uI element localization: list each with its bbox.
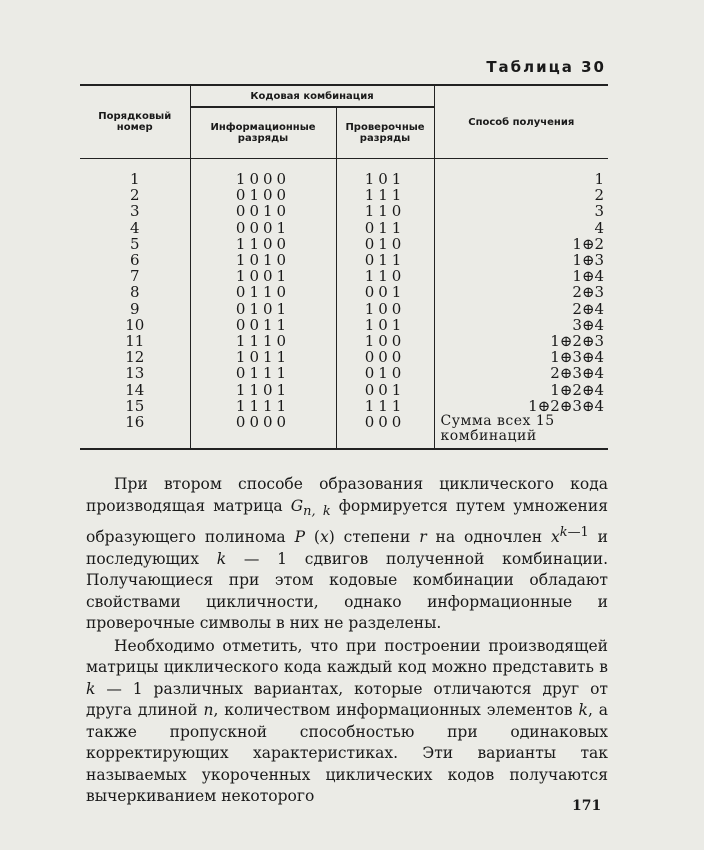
table-row: [80, 252, 608, 268]
info-bits-cell: 0001: [190, 220, 336, 236]
info-bits-cell: 0110: [190, 284, 336, 300]
check-bits-cell: 010: [336, 236, 434, 252]
method-cell: 1⊕2: [434, 236, 608, 252]
method-cell: 1⊕4: [434, 268, 608, 284]
method-cell: 3: [434, 203, 608, 219]
check-bits-cell: 101: [336, 317, 434, 333]
row-number: 9: [80, 301, 190, 317]
info-bits-cell: 0000: [190, 414, 336, 444]
check-bits-cell: 111: [336, 398, 434, 414]
row-number: 16: [80, 414, 190, 444]
method-cell: 1⊕2⊕4: [434, 382, 608, 398]
header-code-group: Кодовая комбинация: [190, 85, 434, 107]
info-bits-cell: 1010: [190, 252, 336, 268]
check-bits-cell: 001: [336, 382, 434, 398]
row-number: 1: [80, 171, 190, 187]
table-row: [80, 220, 608, 236]
row-number: 12: [80, 349, 190, 365]
method-cell: 1⊕3⊕4: [434, 349, 608, 365]
method-cell: 2: [434, 187, 608, 203]
method-cell: 3⊕4: [434, 317, 608, 333]
info-bits-cell: 0111: [190, 365, 336, 381]
method-cell: 2⊕3: [434, 284, 608, 300]
row-number: 10: [80, 317, 190, 333]
info-bits-cell: 0101: [190, 301, 336, 317]
row-number: 6: [80, 252, 190, 268]
row-number: 11: [80, 333, 190, 349]
header-number: Порядковый номер: [80, 85, 190, 159]
table-row: [80, 349, 608, 365]
body-text: [86, 474, 608, 808]
paragraph-2: Необходимо отметить, что при построении производящей матрицы циклического кода каждый код можно представить в k — 1 различных вариантах, которые отличаются друг от друга длиной n, количеством информационных элементов k, а также пропускной способностью при одинаковых корректирующих характеристиках. Эти варианты так называемых укороченных циклических кодов получаются вычеркиванием некоторого: [86, 636, 608, 806]
method-cell: 1: [434, 171, 608, 187]
table-row: [80, 382, 608, 398]
info-bits-cell: 1110: [190, 333, 336, 349]
method-cell: 2⊕3⊕4: [434, 365, 608, 381]
check-bits-cell: 011: [336, 220, 434, 236]
table-row: [80, 301, 608, 317]
table-row: [80, 284, 608, 300]
method-cell: 1⊕3: [434, 252, 608, 268]
table-row: [80, 268, 608, 284]
method-cell: 1⊕2⊕3⊕4: [434, 398, 608, 414]
check-bits-cell: 000: [336, 349, 434, 365]
check-bits-cell: 011: [336, 252, 434, 268]
table-row: [80, 398, 608, 414]
method-cell: 2⊕4: [434, 301, 608, 317]
header-check-bits: Проверочные разряды: [336, 107, 434, 159]
table-row: [80, 171, 608, 187]
table-row: [80, 236, 608, 252]
check-bits-cell: 110: [336, 203, 434, 219]
row-number: 4: [80, 220, 190, 236]
info-bits-cell: 0100: [190, 187, 336, 203]
header-info-bits: Информационные разряды: [190, 107, 336, 159]
table-row: [80, 333, 608, 349]
row-number: 15: [80, 398, 190, 414]
row-number: 2: [80, 187, 190, 203]
code-table: [80, 84, 608, 450]
table-row: [80, 365, 608, 381]
check-bits-cell: 100: [336, 301, 434, 317]
table-row: [80, 187, 608, 203]
info-bits-cell: 1001: [190, 268, 336, 284]
info-bits-cell: 1111: [190, 398, 336, 414]
table-row: [80, 414, 608, 444]
row-number: 3: [80, 203, 190, 219]
check-bits-cell: 000: [336, 414, 434, 444]
row-number: 8: [80, 284, 190, 300]
info-bits-cell: 1100: [190, 236, 336, 252]
info-bits-cell: 1011: [190, 349, 336, 365]
info-bits-cell: 1101: [190, 382, 336, 398]
method-cell: 4: [434, 220, 608, 236]
check-bits-cell: 100: [336, 333, 434, 349]
method-cell: 1⊕2⊕3: [434, 333, 608, 349]
table-body: [80, 159, 608, 450]
row-number: 5: [80, 236, 190, 252]
page-number: 171: [572, 798, 602, 814]
check-bits-cell: 001: [336, 284, 434, 300]
info-bits-cell: 0011: [190, 317, 336, 333]
check-bits-cell: 111: [336, 187, 434, 203]
row-number: 14: [80, 382, 190, 398]
info-bits-cell: 1000: [190, 171, 336, 187]
check-bits-cell: 101: [336, 171, 434, 187]
table-row: [80, 203, 608, 219]
check-bits-cell: 110: [336, 268, 434, 284]
table-row: [80, 317, 608, 333]
row-number: 13: [80, 365, 190, 381]
paragraph-1: При втором способе образования циклического кода производящая матрица $G_{n, k}$ формируется путем умножения образующего полинома P (x) степени r на одночлен $x^{k—1}$ и последующих k — 1 сдвигов полученной комбинации. Получающиеся при этом кодовые комбинации обладают свойствами цикличности, однако информационные и проверочные символы в них не разделены.: [86, 475, 608, 633]
method-cell: Сумма всех 15 комбинаций: [434, 414, 608, 444]
table-caption: Таблица 30: [486, 58, 606, 76]
row-number: 7: [80, 268, 190, 284]
info-bits-cell: 0010: [190, 203, 336, 219]
header-method: Способ получения: [434, 85, 608, 159]
check-bits-cell: 010: [336, 365, 434, 381]
